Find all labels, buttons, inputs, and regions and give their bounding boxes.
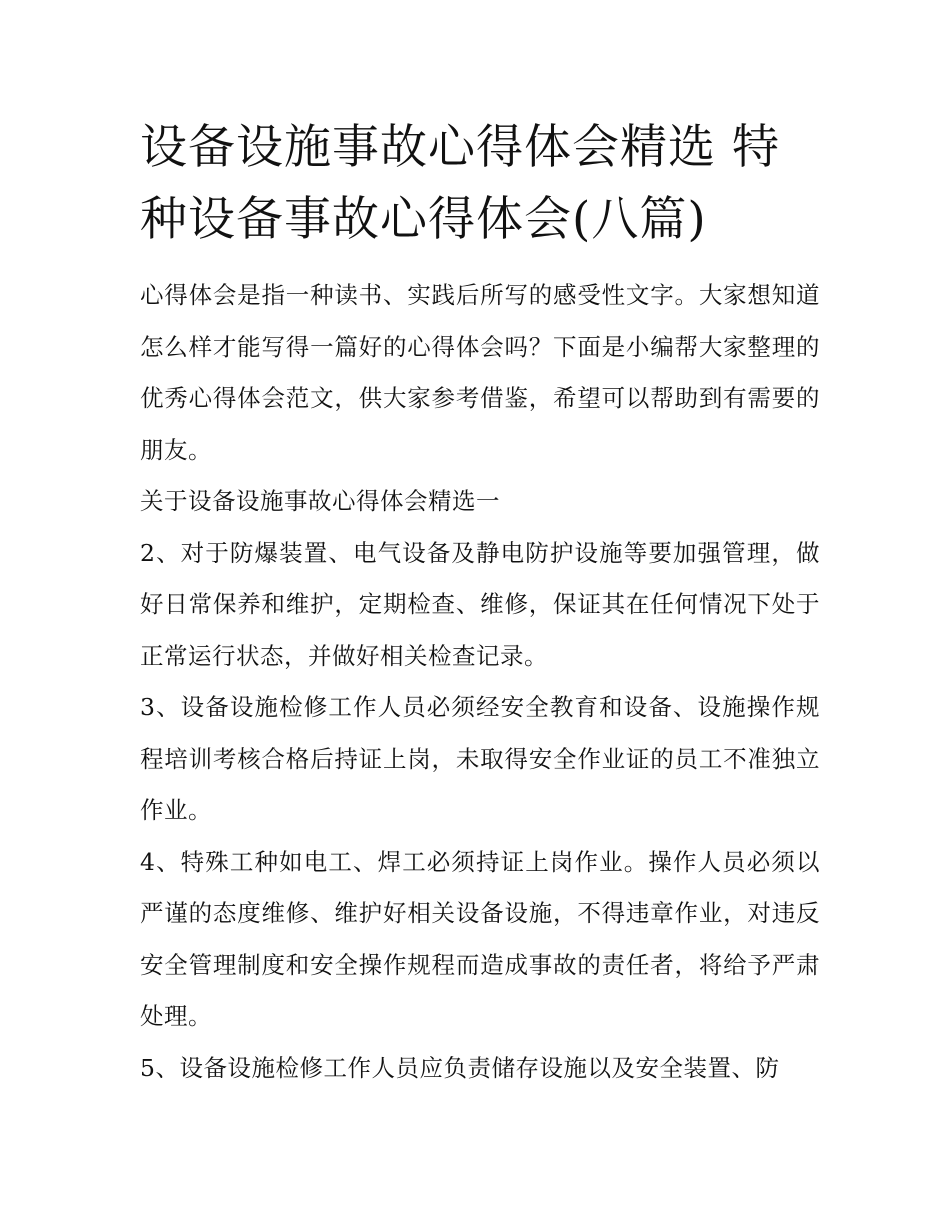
item-paragraph-3: 3、设备设施检修工作人员必须经安全教育和设备、设施操作规程培训考核合格后持证上岗，未取得安全作业证的员工不准独立作业。: [140, 693, 820, 824]
document-title: 设备设施事故心得体会精选 特种设备事故心得体会(八篇): [140, 120, 780, 247]
section-heading: 关于设备设施事故心得体会精选一: [140, 487, 500, 515]
item-paragraph-2: 2、对于防爆装置、电气设备及静电防护设施等要加强管理，做好日常保养和维护，定期检查、维修，保证其在任何情况下处于正常运行状态，并做好相关检查记录。: [140, 538, 820, 670]
intro-paragraph: 心得体会是指一种读书、实践后所写的感受性文字。大家想知道怎么样才能写得一篇好的心得体会吗？下面是小编帮大家整理的优秀心得体会范文，供大家参考借鉴，希望可以帮助到有需要的朋友。: [140, 281, 820, 464]
document-page: [140, 112, 820, 1094]
item-paragraph-4: 4、特殊工种如电工、焊工必须持证上岗作业。操作人员必须以严谨的态度维修、维护好相关设备设施，不得违章作业，对违反安全管理制度和安全操作规程而造成事故的责任者，将给予严肃处理。: [140, 847, 820, 1030]
item-paragraph-5: 5、设备设施检修工作人员应负责储存设施以及安全装置、防: [140, 1053, 780, 1082]
